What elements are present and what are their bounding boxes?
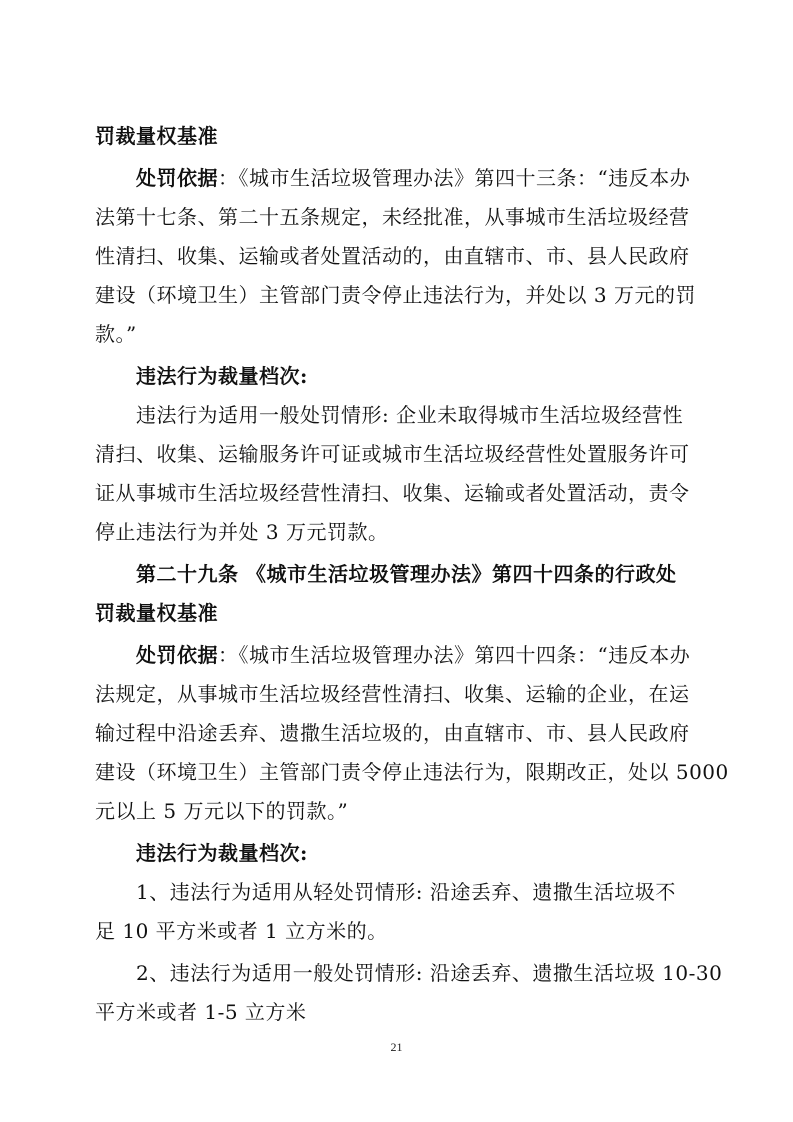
basis-2-line-1 xyxy=(95,636,710,675)
basis-2-line-5: 元以上 5 万元以下的罚款。” xyxy=(95,799,349,823)
basis-2-text: ：《城市生活垃圾管理办法》第四十四条：“违反本办 xyxy=(218,643,691,667)
basis-2-label: 处罚依据 xyxy=(136,643,218,667)
discretion-2-heading: 违法行为裁量档次: xyxy=(136,841,308,865)
discretion-1-line-2: 清扫、收集、运输服务许可证或城市生活垃圾经营性处置服务许可 xyxy=(95,442,690,466)
basis-1-line-3: 性清扫、收集、运输或者处置活动的，由直辖市、市、县人民政府 xyxy=(95,244,690,268)
basis-2-line-3: 输过程中沿途丢弃、遗撒生活垃圾的，由直辖市、市、县人民政府 xyxy=(95,721,690,745)
page-number: 21 xyxy=(390,1040,403,1054)
basis-2-line-4: 建设（环境卫生）主管部门责令停止违法行为，限期改正，处以 5000 xyxy=(95,760,729,784)
article-29-heading-line-2: 罚裁量权基准 xyxy=(95,601,218,625)
discretion-1-heading: 违法行为裁量档次: xyxy=(136,364,308,388)
discretion-2-item-1-line-2: 足 10 平方米或者 1 立方米的。 xyxy=(95,919,388,943)
basis-1-line-1 xyxy=(95,159,710,198)
basis-1-line-5: 款。” xyxy=(95,322,137,346)
discretion-2-item-2-line-2: 平方米或者 1-5 立方米 xyxy=(95,1000,307,1024)
basis-1-text: ：《城市生活垃圾管理办法》第四十三条：“违反本办 xyxy=(218,166,691,190)
discretion-1-line-1: 违法行为适用一般处罚情形: 企业未取得城市生活垃圾经营性 xyxy=(136,403,684,427)
discretion-2-item-1-line-1: 1、违法行为适用从轻处罚情形: 沿途丢弃、遗撒生活垃圾不 xyxy=(136,880,676,904)
basis-1-line-4: 建设（环境卫生）主管部门责令停止违法行为，并处以 3 万元的罚 xyxy=(95,283,696,307)
article-29-heading-line-1: 第二十九条 《城市生活垃圾管理办法》第四十四条的行政处 xyxy=(136,562,677,586)
basis-2-line-2: 法规定，从事城市生活垃圾经营性清扫、收集、运输的企业，在运 xyxy=(95,682,690,706)
section-heading-continuation: 罚裁量权基准 xyxy=(95,124,218,148)
document-body xyxy=(95,117,729,1032)
discretion-1-line-4: 停止违法行为并处 3 万元罚款。 xyxy=(95,520,389,544)
discretion-1-line-3: 证从事城市生活垃圾经营性清扫、收集、运输或者处置活动，责令 xyxy=(95,481,690,505)
basis-1-line-2: 法第十七条、第二十五条规定，未经批准，从事城市生活垃圾经营 xyxy=(95,205,690,229)
basis-1-label: 处罚依据 xyxy=(136,166,218,190)
discretion-2-item-2-line-1: 2、违法行为适用一般处罚情形: 沿途丢弃、遗撒生活垃圾 10-30 xyxy=(136,961,723,985)
